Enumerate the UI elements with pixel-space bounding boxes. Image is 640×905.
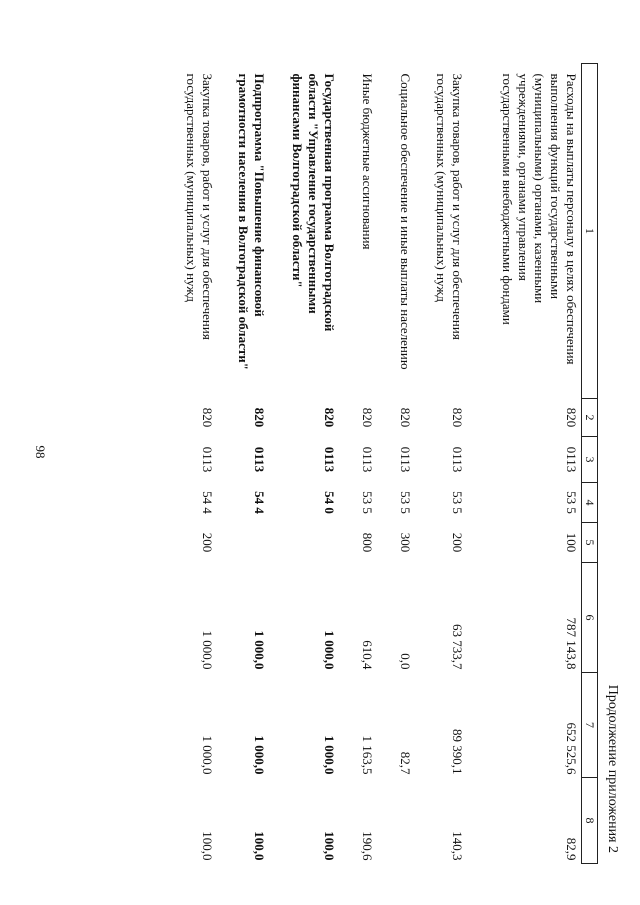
cell-expense-type: 200 <box>200 532 215 553</box>
cell-ministry: 820 <box>252 407 267 428</box>
cell-section: 0113 <box>322 446 337 473</box>
cell-actual: 1 000,0 <box>252 735 267 775</box>
cell-article: 53 5 <box>360 491 375 514</box>
col-header: 4 <box>582 483 598 523</box>
col-header: 5 <box>582 523 598 563</box>
table-row <box>467 64 582 864</box>
cell-ministry: 820 <box>564 407 579 428</box>
cell-percent <box>377 778 415 864</box>
cell-percent: 190,6 <box>360 831 375 861</box>
continuation-note: Продолжение приложения 2 <box>605 684 620 853</box>
cell-ministry: 820 <box>398 407 413 428</box>
cell-section: 0113 <box>200 446 215 473</box>
col-header: 8 <box>582 778 598 864</box>
cell-section: 0113 <box>360 446 375 473</box>
row-description: Иные бюджетные ассигнования <box>360 73 375 250</box>
cell-planned: 63 733,7 <box>450 624 465 670</box>
table-row <box>339 64 377 864</box>
row-description: Расходы на выплаты персоналу в целях обеспечения выполнения функций государственными (муниципальными) органами, казенными учреждениями, органами управления государственными внебюджетными фондами <box>500 73 579 365</box>
row-description: Закупка товаров, работ и услуг для обеспечения государственных (муниципальных) нужд <box>434 73 465 340</box>
col-header: 6 <box>582 563 598 673</box>
cell-article: 53 5 <box>450 491 465 514</box>
col-header: 3 <box>582 437 598 483</box>
row-description: Закупка товаров, работ и услуг для обеспечения государственных (муниципальных) нужд <box>184 73 215 340</box>
cell-actual: 1 000,0 <box>200 735 215 775</box>
cell-planned: 0,0 <box>398 653 413 670</box>
cell-planned: 787 143,8 <box>564 617 579 670</box>
cell-planned: 610,4 <box>360 640 375 670</box>
table-row <box>269 64 339 864</box>
cell-article: 53 5 <box>564 491 579 514</box>
cell-ministry: 820 <box>450 407 465 428</box>
page-number: 98 <box>33 445 48 459</box>
cell-actual: 89 390,1 <box>450 729 465 775</box>
cell-percent: 100,0 <box>252 831 267 861</box>
table-row <box>165 64 217 864</box>
cell-percent: 100,0 <box>322 831 337 861</box>
col-header: 2 <box>582 399 598 437</box>
cell-article: 53 5 <box>398 491 413 514</box>
rotated-page-content <box>60 63 620 863</box>
cell-actual: 1 000,0 <box>322 735 337 775</box>
cell-actual: 82,7 <box>398 751 413 775</box>
table-row <box>415 64 467 864</box>
row-description: Подпрограмма "Повышение финансовой грамотности населения в Волгоградской области" <box>236 73 267 370</box>
table-row <box>217 64 269 864</box>
header-row <box>582 64 598 864</box>
row-description: Социальное обеспечение и иные выплаты населению <box>398 73 413 370</box>
cell-section: 0113 <box>564 446 579 473</box>
budget-table <box>165 63 598 864</box>
cell-article: 54 0 <box>322 491 337 514</box>
cell-section: 0113 <box>398 446 413 473</box>
cell-expense-type: 800 <box>360 532 375 553</box>
row-description: Государственная программа Волгоградской области "Управление государственными финансами Волгоградской области" <box>290 73 337 332</box>
col-header: 1 <box>582 64 598 399</box>
cell-actual: 1 163,5 <box>360 735 375 775</box>
cell-article: 54 4 <box>200 491 215 514</box>
cell-percent: 82,9 <box>564 837 579 861</box>
cell-ministry: 820 <box>200 407 215 428</box>
cell-section: 0113 <box>252 446 267 473</box>
cell-planned: 1 000,0 <box>200 630 215 670</box>
cell-ministry: 820 <box>322 407 337 428</box>
cell-article: 54 4 <box>252 491 267 514</box>
cell-expense-type <box>217 523 269 563</box>
cell-planned: 1 000,0 <box>322 630 337 670</box>
cell-actual: 652 525,6 <box>564 722 579 775</box>
cell-expense-type: 100 <box>564 532 579 553</box>
cell-percent: 100,0 <box>200 831 215 861</box>
col-header: 7 <box>582 673 598 778</box>
cell-section: 0113 <box>450 446 465 473</box>
cell-expense-type: 300 <box>398 532 413 553</box>
cell-percent: 140,3 <box>450 831 465 861</box>
cell-planned: 1 000,0 <box>252 630 267 670</box>
cell-expense-type <box>269 523 339 563</box>
cell-expense-type: 200 <box>450 532 465 553</box>
table-row <box>377 64 415 864</box>
cell-ministry: 820 <box>360 407 375 428</box>
